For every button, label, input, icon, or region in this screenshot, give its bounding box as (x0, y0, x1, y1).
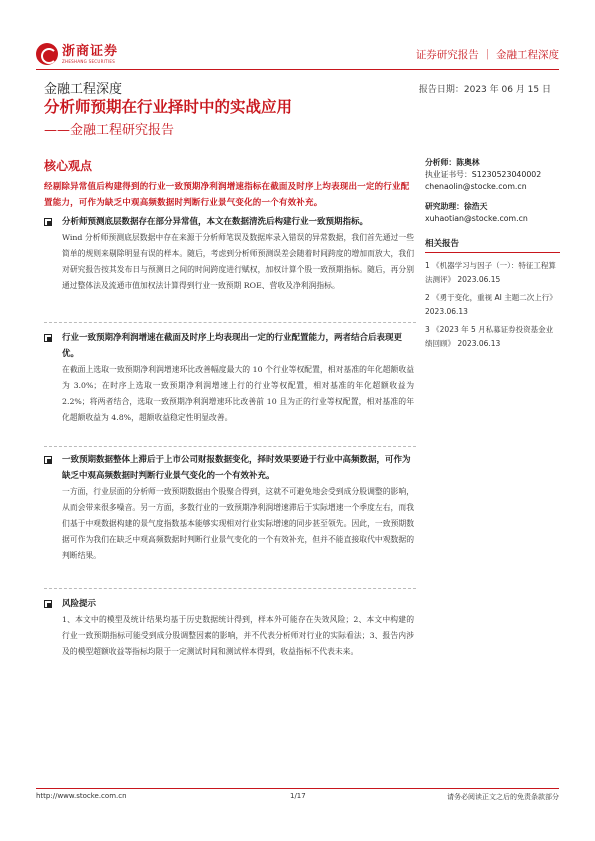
assistant-email[interactable]: xuhaotian@stocke.com.cn (425, 214, 528, 223)
section-body: Wind 分析师预测底层数据中存在来源于分析师笔误及数据库录入错误的异常数据，我们首先通过一些简单的规则来剔除明显有误的样本。随后，考虑到分析师预测误差会随着时间跨度的增加而放大，我们对研究报告按其发布日与预测日之间的时间跨度进行赋权，加权计算个股一致预期指标。随后，再分别通过整体法及流通市值加权法计算得到行业一致预期 ROE、营收及净利润指标。 (62, 233, 414, 290)
sidebar (425, 157, 560, 355)
abstract: 经剔除异常值后构建得到的行业一致预期净利润增速指标在截面及时序上均表现出一定的行业配置能力，可作为缺乏中观高频数据时判断行业景气变化的一个有效补充。 (44, 182, 410, 208)
related-report-item[interactable]: 2 《勇于变化，重视 AI 主题二次上行》 2023.06.13 (425, 293, 557, 316)
company-logo (36, 42, 136, 66)
report-date: 报告日期：2023 年 06 月 15 日 (418, 85, 551, 95)
section-body: 1、本文中的模型及统计结果均基于历史数据统计得到，样本外可能存在失效风险；2、本文中构建的行业一致预期指标可能受到成分股调整因素的影响，并不代表分析师对行业的实际看法；3、报告内涉及的模型超额收益等指标均限于一定测试时间和测试样本得到，收益指标不代表未来。 (62, 615, 414, 656)
section-risk (44, 596, 414, 660)
title-block (36, 95, 336, 143)
footer-divider (36, 788, 559, 789)
doc-type: 金融工程深度 (44, 82, 123, 97)
section-divider (44, 588, 416, 589)
section-3 (44, 452, 414, 564)
section-1 (44, 214, 414, 294)
core-heading: 核心观点 (44, 159, 93, 173)
section-heading: 分析师预测底层数据存在部分异常值，本文在数据清洗后构建行业一致预期指标。 (62, 217, 369, 227)
page-title: 分析师预期在行业择时中的实战应用 (44, 98, 293, 116)
section-body: 在截面上选取一致预期净利润增速环比改善幅度最大的 10 个行业等权配置，相对基准的年化超额收益为 3.0%；在时序上选取一致预期净利润增速上行的行业等权配置，相对基准的年化超额收益为 2.2%；将两者结合，选取一致预期净利润增速环比改善前 10 且为正的行业等权配置，相对基准的年化超额收益为 4.8%，超额收益稳定性明显改善。 (62, 365, 414, 422)
bullet-square-icon (44, 456, 52, 464)
analyst-label: 分析师： (425, 158, 457, 167)
header-divider (36, 69, 559, 70)
analyst-email[interactable]: chenaolin@stocke.com.cn (425, 182, 527, 191)
footer-url[interactable]: http://www.stocke.com.cn (36, 792, 127, 800)
related-divider (425, 252, 560, 253)
section-divider (44, 322, 416, 323)
section-heading: 风险提示 (62, 599, 97, 609)
assistant (425, 201, 560, 213)
section-heading: 行业一致预期净利润增速在截面及时序上均表现出一定的行业配置能力，两者结合后表现更优。 (62, 333, 403, 359)
section-body: 一方面，行业层面的分析师一致预期数据由个股聚合得到，这就不可避免地会受到成分股调整的影响，从而会带来很多噪音。另一方面，多数行业的一致预期净利润增速滞后于实际增速一个季度左右，而我们基于中观数据构建的景气度指数基本能够实现相对行业实际增速的同步甚至领先。因此，一致预期数据可作为我们在缺乏中观高频数据时判断行业景气变化的一个有效补充，但并不能直接取代中观数据的判断结果。 (62, 487, 414, 560)
analyst (425, 157, 560, 169)
related-reports-heading: 相关报告 (425, 239, 460, 249)
section-heading: 一致预期数据整体上滞后于上市公司财报数据变化，择时效果要逊于行业中高频数据，可作为缺乏中观高频数据时判断行业景气变化的一个有效补充。 (62, 455, 411, 481)
related-report-item[interactable]: 3 《2023 年 5 月私募证券投资基金业绩回顾》 2023.06.13 (425, 325, 554, 348)
section-divider (44, 446, 416, 447)
bullet-square-icon (44, 600, 52, 608)
section-2 (44, 330, 414, 426)
related-report-item[interactable]: 1 《机器学习与因子（一）：特征工程算法测评》 2023.06.15 (425, 261, 556, 284)
report-category: 证券研究报告 ｜ 金融工程深度 (415, 49, 559, 61)
analyst-cert: 执业证书号：S1230523040002 (425, 170, 542, 179)
page-number: 1/17 (290, 792, 306, 800)
footer-disclaimer: 请务必阅读正文之后的免责条款部分 (447, 793, 559, 801)
page-subtitle: ——金融工程研究报告 (44, 123, 175, 138)
logo-text-cn: 浙商证券 (62, 43, 119, 59)
logo-text-en: ZHESHANG SECURITIES (62, 58, 116, 64)
assistant-name: 徐浩天 (463, 202, 488, 211)
analyst-name: 陈奥林 (456, 158, 480, 167)
bullet-square-icon (44, 334, 52, 342)
logo-mark-icon (36, 43, 58, 65)
bullet-square-icon (44, 218, 52, 226)
assistant-label: 研究助理： (425, 202, 464, 211)
